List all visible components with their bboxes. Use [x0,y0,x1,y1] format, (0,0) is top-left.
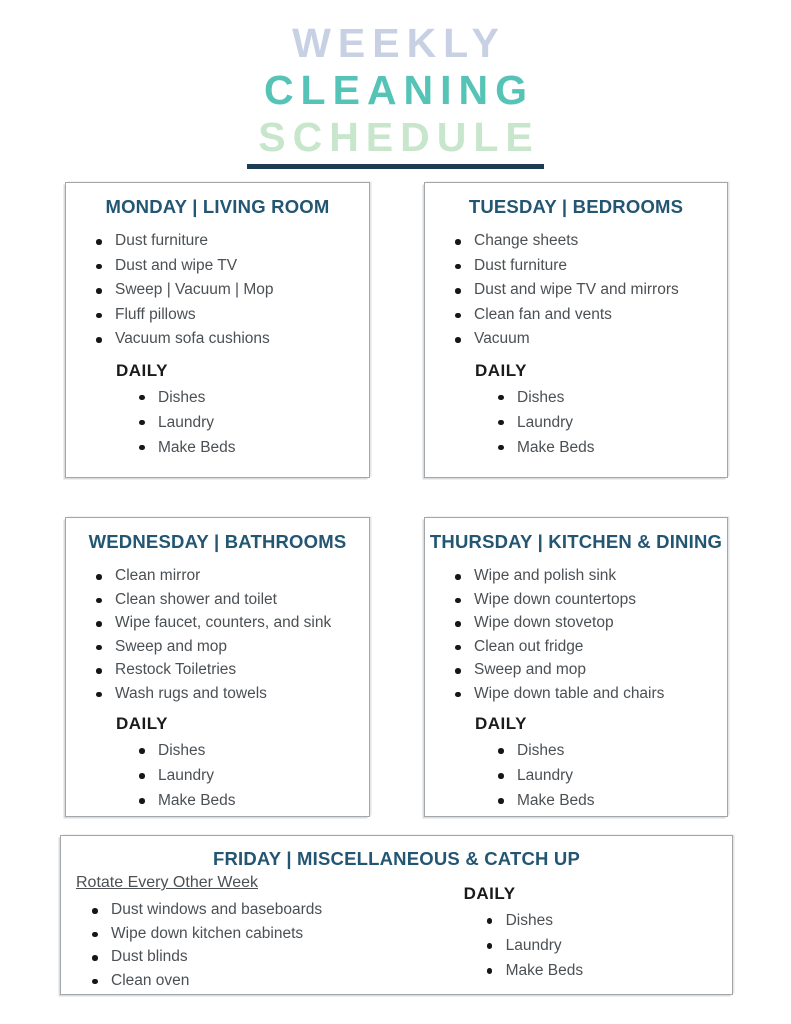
monday-card-header: MONDAY | LIVING ROOM [105,196,330,217]
daily-task-item: Make Beds [136,435,369,460]
daily-task-item: Laundry [136,410,369,435]
task-item: Clean out fridge [451,635,721,659]
thursday-card [424,517,728,817]
monday-daily-list [136,385,369,460]
task-item: Wipe down countertops [451,588,721,612]
daily-task-item: Dishes [484,908,732,933]
tuesday-daily-section [475,361,727,460]
task-item: Dust windows and baseboards [88,898,458,922]
wednesday-card-header: WEDNESDAY | BATHROOMS [88,531,347,552]
task-item: Dust and wipe TV [92,254,363,279]
task-item: Restock Toiletries [92,658,363,682]
daily-task-item: Laundry [495,410,727,435]
daily-heading: DAILY [475,360,527,380]
task-item: Change sheets [451,229,721,254]
friday-columns [61,872,732,992]
task-item: Wipe down stovetop [451,611,721,635]
tuesday-task-list [451,229,721,352]
task-item: Wipe down table and chairs [451,682,721,706]
daily-heading: DAILY [116,714,168,733]
daily-task-item: Dishes [495,385,727,410]
task-item: Clean shower and toilet [92,588,363,612]
thursday-daily-list [495,738,727,813]
title-underline-rule [247,164,544,169]
daily-task-item: Make Beds [136,788,369,813]
tuesday-card-header: TUESDAY | BEDROOMS [468,196,684,217]
task-item: Wipe faucet, counters, and sink [92,611,363,635]
task-item: Wash rugs and towels [92,682,363,706]
friday-card [60,835,733,995]
friday-card-header: FRIDAY | MISCELLANEOUS & CATCH UP [212,848,581,869]
task-item: Dust furniture [451,254,721,279]
task-item: Clean mirror [92,564,363,588]
task-item: Wipe down kitchen cabinets [88,922,458,946]
daily-heading: DAILY [463,884,516,903]
friday-daily-list [484,908,732,983]
task-item: Sweep and mop [92,635,363,659]
wednesday-card [65,517,370,817]
daily-task-item: Dishes [136,385,369,410]
daily-task-item: Dishes [495,738,727,763]
thursday-daily-section [475,714,727,813]
thursday-task-list [451,564,721,705]
task-item: Clean fan and vents [451,303,721,328]
tuesday-daily-list [495,385,727,460]
title-line-weekly: WEEKLY [292,20,506,66]
wednesday-daily-section [116,714,369,813]
task-item: Dust blinds [88,945,458,969]
task-item: Vacuum [451,327,721,352]
friday-rotate-list [88,898,458,992]
wednesday-task-list [92,564,363,705]
task-item: Dust and wipe TV and mirrors [451,278,721,303]
monday-daily-section [116,361,369,460]
rotate-heading: Rotate Every Other Week [76,874,258,891]
daily-task-item: Make Beds [484,958,732,983]
thursday-card-header: THURSDAY | KITCHEN & DINING [429,531,723,552]
title-line-cleaning: CLEANING [263,67,535,113]
task-item: Fluff pillows [92,303,363,328]
daily-task-item: Make Beds [495,435,727,460]
daily-task-item: Make Beds [495,788,727,813]
task-item: Vacuum sofa cushions [92,327,363,352]
page-title [0,20,791,169]
task-item: Dust furniture [92,229,363,254]
daily-task-item: Laundry [495,763,727,788]
daily-heading: DAILY [116,360,168,380]
task-item: Sweep and mop [451,658,721,682]
friday-daily-section [464,872,732,992]
daily-task-item: Dishes [136,738,369,763]
daily-heading: DAILY [475,714,527,733]
friday-rotate-section [61,872,464,992]
daily-task-item: Laundry [136,763,369,788]
monday-card [65,182,370,478]
task-item: Wipe and polish sink [451,564,721,588]
daily-task-item: Laundry [484,933,732,958]
monday-task-list [92,229,363,352]
wednesday-daily-list [136,738,369,813]
task-item: Sweep | Vacuum | Mop [92,278,363,303]
task-item: Clean oven [88,969,458,993]
title-line-schedule: SCHEDULE [258,114,540,160]
tuesday-card [424,182,728,478]
